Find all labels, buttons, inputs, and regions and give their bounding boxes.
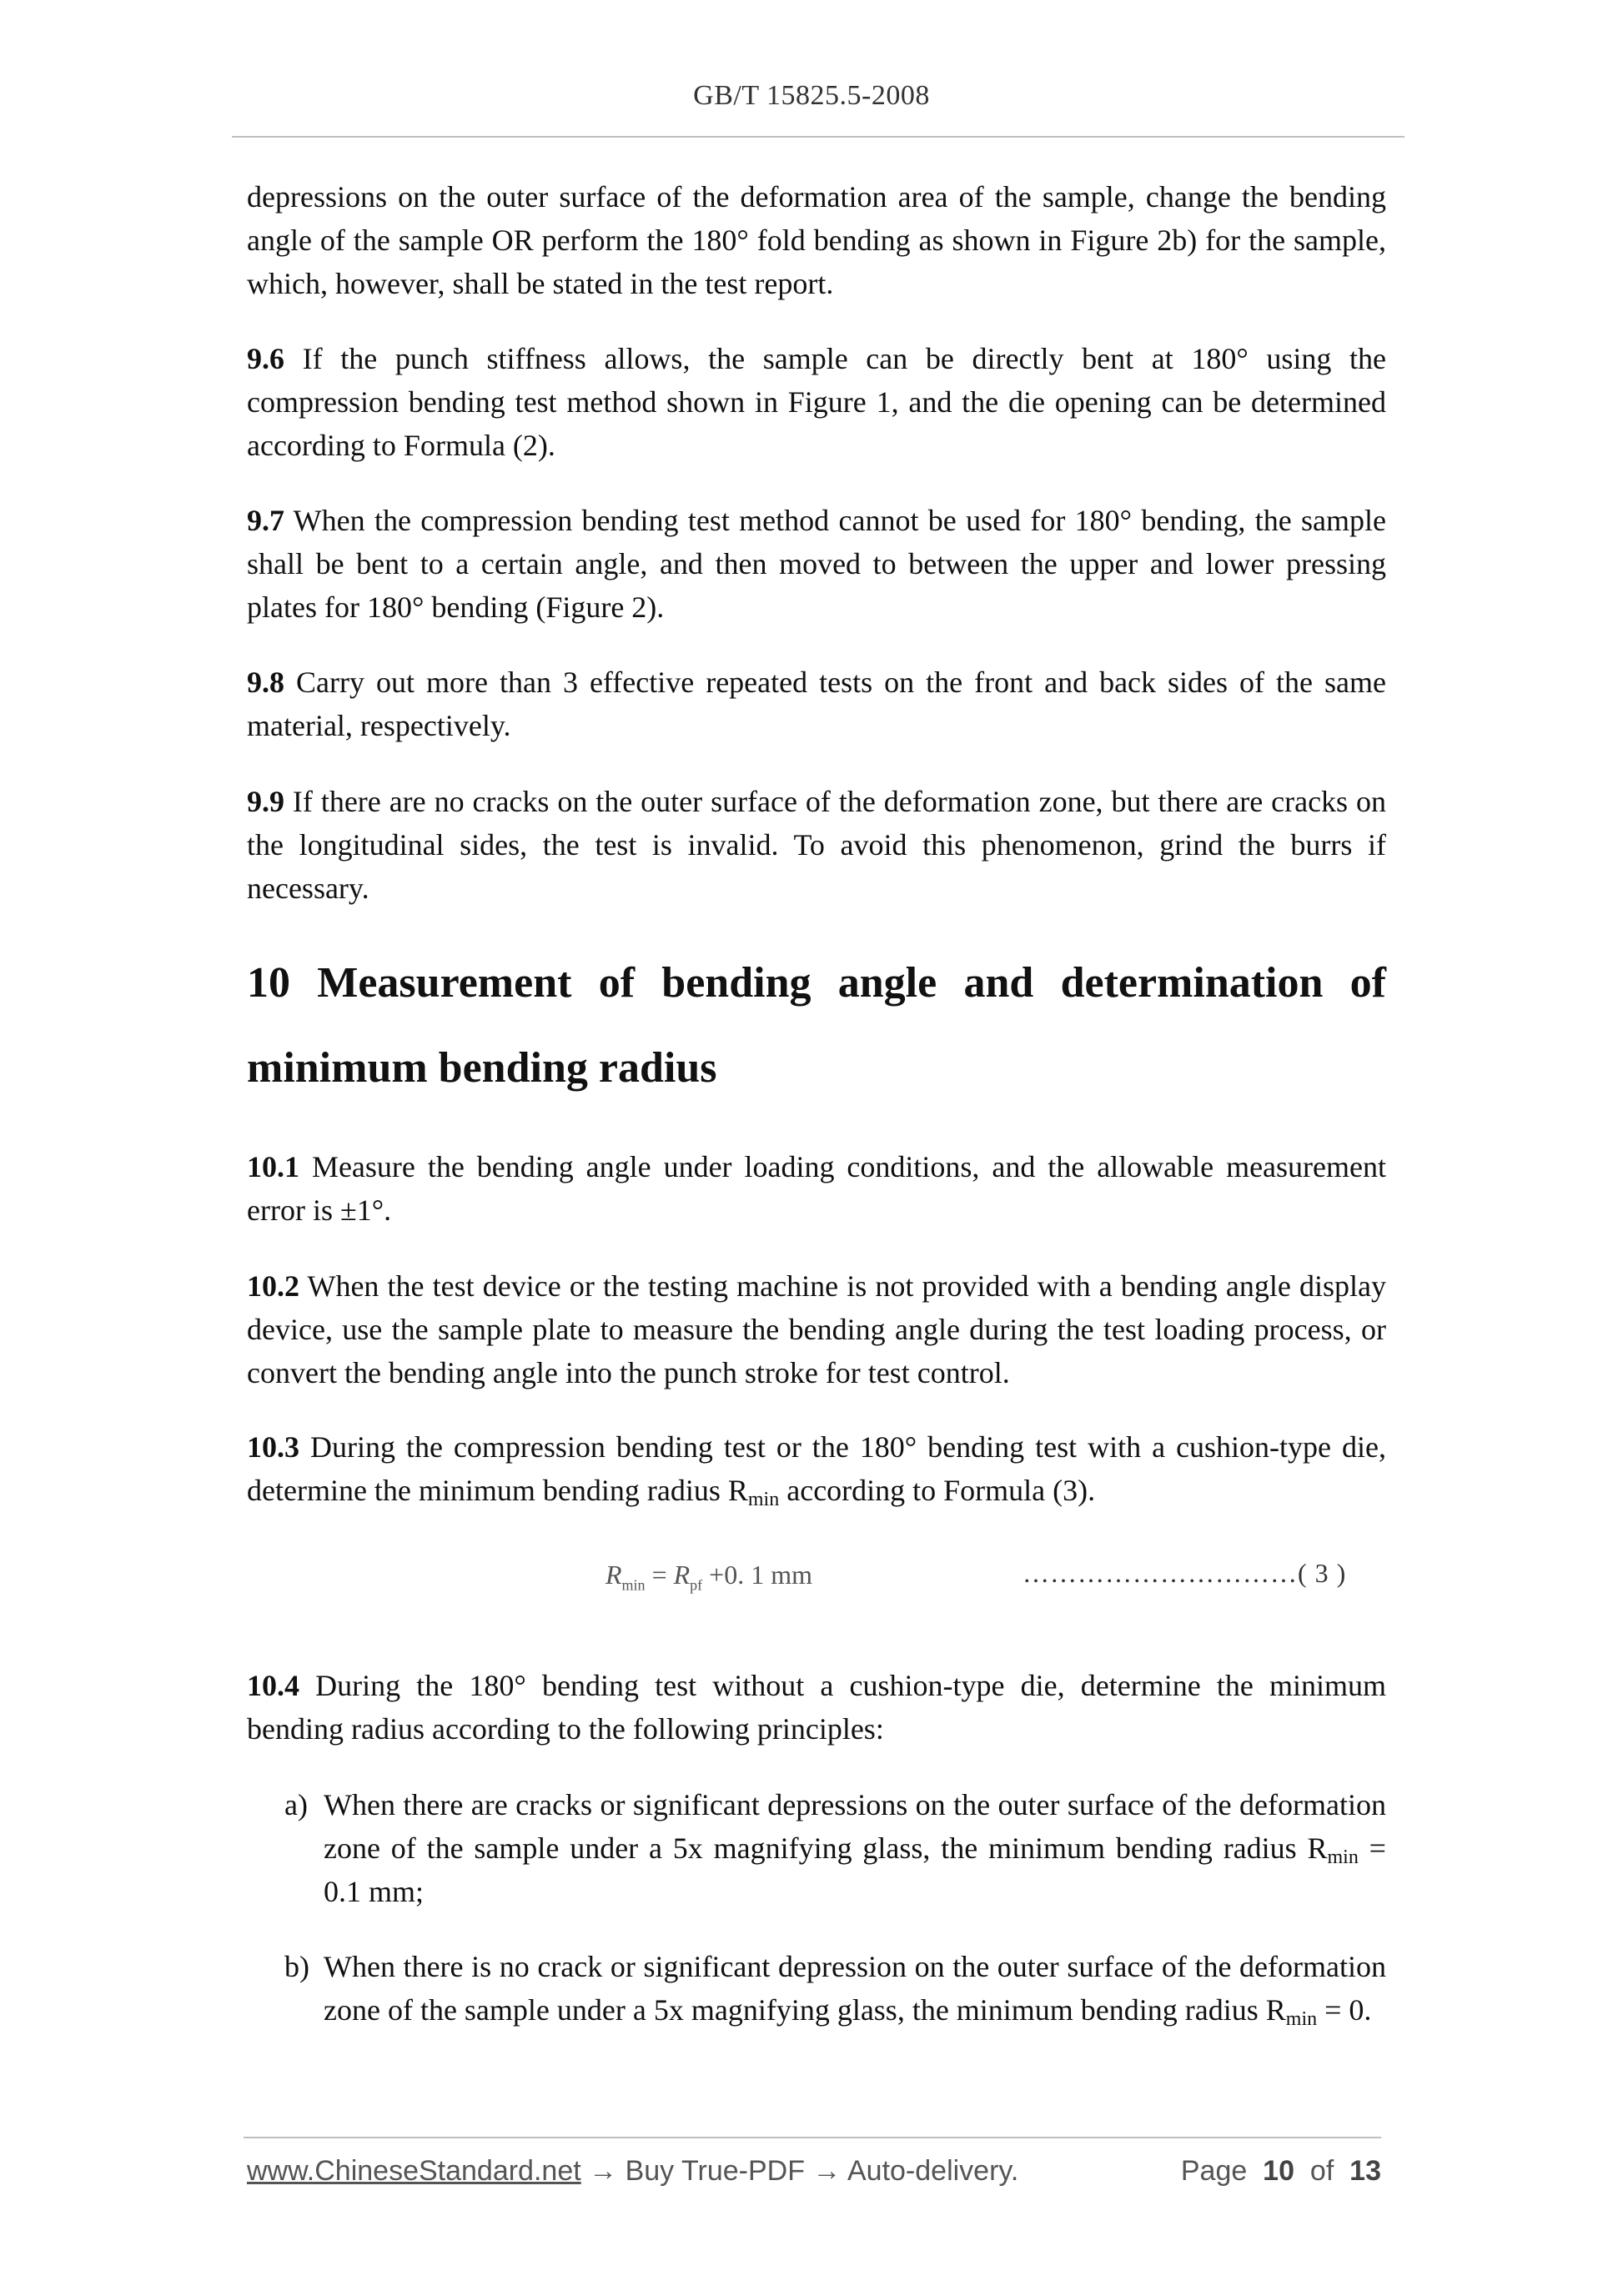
page-footer — [247, 2155, 1381, 2197]
clause-number: 10.1 — [247, 1150, 299, 1183]
page-header: GB/T 15825.5-2008 — [693, 80, 930, 111]
clause-number: 9.6 — [247, 342, 284, 375]
header-divider — [232, 136, 1404, 138]
list-label: a) — [284, 1788, 308, 1821]
clause-9-9: 9.9 If there are no cracks on the outer surface of the deformation zone, but there are cracks on the longitudinal sides, the test is invalid. To avoid this phenomenon, grind the burrs if necessary. — [247, 785, 1386, 905]
formula-3: $R_{min} = R_{pf} +0$. 1 mm — [605, 1560, 812, 1594]
page-indicator: Page 10 of 13 — [1180, 2155, 1381, 2187]
clause-number: 9.7 — [247, 504, 284, 537]
clause-9-7: 9.7 When the compression bending test method cannot be used for 180° bending, the sample shall be bent to a certain angle, and then moved to between the upper and lower pressing plates for 180° bending (Figure 2). — [247, 504, 1386, 624]
clause-10-1: 10.1 Measure the bending angle under loading conditions, and the allowable measurement error is ±1°. — [247, 1150, 1386, 1227]
list-item-a: a) When there are cracks or significant depressions on the outer surface of the deformation zone of the sample under a 5x magnifying glass, the minimum bending radius $R_{min} = 0.1$ mm; — [284, 1783, 1386, 1913]
clause-10-2: 10.2 When the test device or the testing machine is not provided with a bending angle display device, use the sample plate to measure the bending angle during the test loading process, or convert the bending angle into the punch stroke for test control. — [247, 1269, 1386, 1389]
footer-divider — [244, 2137, 1381, 2138]
list-label: b) — [284, 1950, 309, 1983]
clause-10-3: 10.3 During the compression bending test or the 180° bending test with a cushion-type die, determine the minimum bending radius $R_{min}$ according to Formula (3). — [247, 1430, 1386, 1510]
current-page: 10 — [1263, 2155, 1294, 2187]
clause-9-8: 9.8 Carry out more than 3 effective repeated tests on the front and back sides of the same material, respectively. — [247, 666, 1386, 742]
clause-number: 10.4 — [247, 1669, 299, 1702]
section-heading-10: 10 Measurement of bending angle and determination of minimum bending radius — [247, 959, 1386, 1092]
clause-number: 9.9 — [247, 785, 284, 818]
website-link[interactable]: www.ChineseStandard.net — [247, 2155, 581, 2187]
footer-tagline: → Buy True-PDF → Auto-delivery. — [580, 2155, 1019, 2187]
clause-number: 10.3 — [247, 1430, 299, 1464]
list-item-b: b) When there is no crack or significant depression on the outer surface of the deformation zone of the sample under a 5x magnifying glass, the minimum bending radius $R_{min} = 0$. — [284, 1945, 1386, 2032]
clause-9-6: 9.6 If the punch stiffness allows, the sample can be directly bent at 180° using the compression bending test method shown in Figure 1, and the die opening can be determined according to Formula (2). — [247, 342, 1386, 462]
clause-10-4: 10.4 During the 180° bending test without a cushion-type die, determine the minimum bending radius according to the following principles: — [247, 1669, 1386, 1746]
paragraph-continued: depressions on the outer surface of the deformation area of the sample, change the bending angle of the sample OR perform the 180° fold bending as shown in Figure 2b) for the sample, which, however, shall be stated in the test report. — [247, 180, 1386, 300]
clause-number: 9.8 — [247, 666, 284, 699]
clause-number: 10.2 — [247, 1269, 299, 1303]
formula-number: …………………………( 3 ) — [1023, 1558, 1347, 1588]
total-pages: 13 — [1349, 2155, 1381, 2187]
